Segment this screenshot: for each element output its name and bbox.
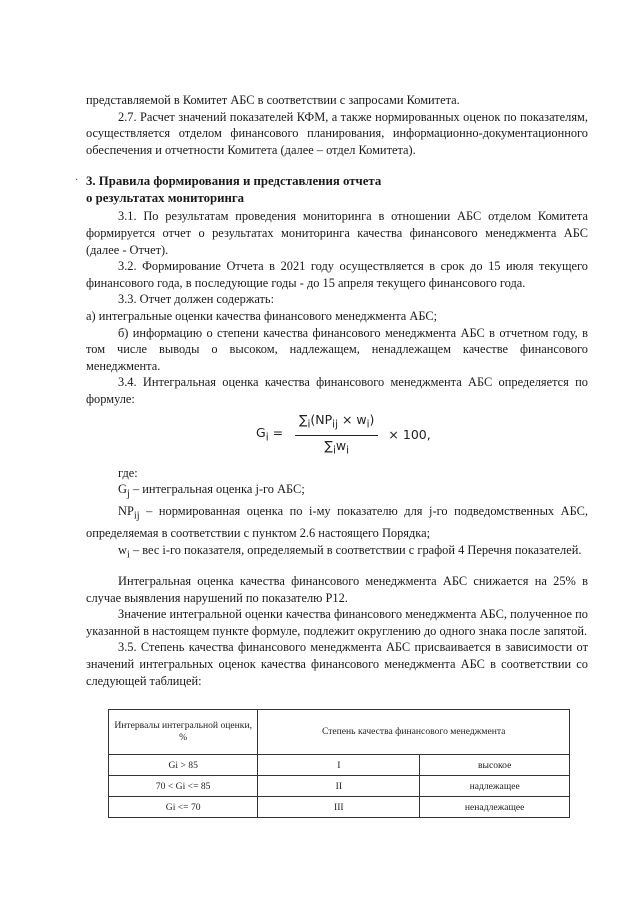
paragraph-rounding: Значение интегральной оценки качества финансового менеджмента АБС, полученное по указанной в настоящем пункте формуле, подлежит округлению до одного знака после запятой. <box>86 607 588 638</box>
definition-np: $NP_{ij}$ – нормированная оценка по i-му показателю для j-го подведомственных АБС, определяемая в соответствии с пунктом 2.6 настоящего Порядка; <box>86 504 588 541</box>
paragraph-3-3-b: б) информацию о степени качества финансового менеджмента АБС в отчетном году, в том числе выводы о высоком, надлежащем, ненадлежащем качестве финансового менеджмента. <box>86 325 588 373</box>
document-body <box>86 92 588 689</box>
formula-denominator: $\sum_iw_i$ <box>324 437 349 457</box>
table-cell-roman: II <box>258 776 420 797</box>
table-cell-degree: надлежащее <box>420 776 570 797</box>
section-heading <box>86 173 588 207</box>
paragraph-continuation: представляемой в Комитет АБС в соответствии с запросами Комитета. <box>86 93 460 107</box>
table-cell-roman: III <box>258 797 420 818</box>
section-heading-line-2: о результатах мониторинга <box>86 191 245 206</box>
definition-g: $G_j$ – интегральная оценка j-го АБС; <box>118 482 305 500</box>
paragraph-3-4: 3.4. Интегральная оценка качества финансового менеджмента АБС определяется по формуле: <box>86 375 588 406</box>
table-header-row <box>109 710 570 755</box>
paragraph-3-3-a: а) интегральные оценки качества финансового менеджмента АБС; <box>86 308 438 323</box>
table-header-interval: Интервалы интегральной оценки, % <box>109 710 258 755</box>
quality-grade-table <box>108 709 570 818</box>
integral-score-formula <box>256 412 431 459</box>
margin-mark: · <box>75 175 79 186</box>
where-label: где: <box>118 465 138 480</box>
formula-multiplier: × 100, <box>388 426 431 442</box>
formula-fraction <box>295 412 378 459</box>
table-row <box>109 776 570 797</box>
paragraph-2-7: 2.7. Расчет значений показателей КФМ, а также нормированных оценок по показателям, осуществляется отделом финансового планирования, информационно-документационного обеспечения и отчетности Комитета (далее – отдел Комитета). <box>86 109 588 157</box>
paragraph-reduction: Интегральная оценка качества финансового менеджмента АБС снижается на 25% в случае выявления нарушений по показателю P12. <box>86 574 588 605</box>
section-heading-line-1: 3. Правила формирования и представления отчета <box>86 174 382 189</box>
paragraph-3-2: 3.2. Формирование Отчета в 2021 году осуществляется в срок до 15 июля текущего финансового года, в последующие годы - до 15 апреля текущего финансового года. <box>86 259 588 290</box>
table-row <box>109 755 570 776</box>
paragraph-3-5: 3.5. Степень качества финансового менеджмента АБС присваивается в зависимости от значений интегральных оценок качества финансового менеджмента АБС в соответствии со следующей таблицей: <box>86 640 588 688</box>
table-cell-interval: Gi <= 70 <box>109 797 258 818</box>
table-header-degree: Степень качества финансового менеджмента <box>258 710 570 755</box>
formula-block <box>86 412 588 459</box>
paragraph-3-3: 3.3. Отчет должен содержать: <box>118 292 275 307</box>
table-cell-degree: ненадлежащее <box>420 797 570 818</box>
table-cell-degree: высокое <box>420 755 570 776</box>
paragraph-3-1: 3.1. По результатам проведения мониторинга в отношении АБС отделом Комитета формируется отчет о результатах мониторинга качества финансового менеджмента АБС (далее - Отчет). <box>86 209 588 257</box>
table-cell-roman: I <box>258 755 420 776</box>
formula-lhs: $G_i$ = <box>256 424 284 444</box>
definition-w: $w_i$ – вес i-го показателя, определяемый в соответствии с графой 4 Перечня показателей. <box>118 543 582 561</box>
table-cell-interval: 70 < Gi <= 85 <box>109 776 258 797</box>
formula-numerator: $\sum_i(NP_{ij} \times w_i)$ <box>295 412 378 436</box>
table-row <box>109 797 570 818</box>
table-cell-interval: Gi > 85 <box>109 755 258 776</box>
